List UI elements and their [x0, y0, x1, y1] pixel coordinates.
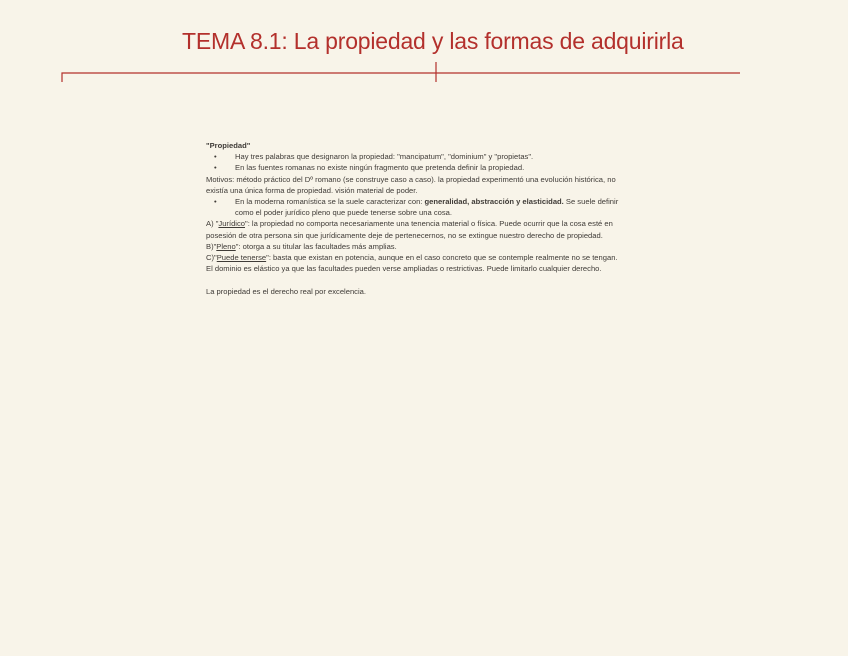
bullet-text-end: Se suele definir como el poder jurídico pleno que puede tenerse sobre una cosa.: [235, 197, 619, 218]
bullet-text: [235, 197, 618, 217]
paragraph-c: [206, 252, 626, 274]
spacer: [206, 274, 626, 286]
paragraph-a-prefix: A) ": [206, 219, 219, 229]
paragraph-c-term: Puede tenerse: [216, 253, 267, 263]
paragraph-c-text: ": basta que existan en potencia, aunque en el caso concreto que se contemple realmente no se tengan. El dominio es elástico ya que las facultades pueden verse ampliadas o restrictivas. Puede limitarlo cualquier derecho.: [206, 253, 618, 274]
conclusion-paragraph: La propiedad es el derecho real por excelencia.: [206, 287, 366, 297]
page-title: TEMA 8.1: La propiedad y las formas de adquirirla: [182, 28, 684, 54]
bullet-item: [206, 151, 626, 162]
paragraph-a-text: ": la propiedad no comporta necesariamente una tenencia material o física. Puede ocurrir que la cosa esté en posesión de otra persona sin que jurídicamente deje de pertenecernos, no se extingue nuestro derecho de propiedad.: [206, 219, 613, 240]
bullet-text-start: En la moderna romanística se la suele caracterizar con:: [235, 197, 425, 207]
title-underline-line: [62, 73, 740, 82]
paragraph-a: [206, 218, 626, 240]
section-heading: "Propiedad": [206, 141, 251, 150]
paragraph-b: [206, 241, 626, 252]
paragraph-c-prefix: C)": [206, 253, 217, 263]
bullet-text-bold: generalidad, abstracción y elasticidad.: [424, 197, 564, 207]
paragraph-b-text: ": otorga a su titular las facultades más amplias.: [235, 241, 397, 251]
bullet-dot: •: [214, 152, 217, 162]
bullet-item: [206, 162, 626, 173]
bullet-dot: •: [214, 197, 217, 207]
paragraph-b-term: Pleno: [216, 241, 236, 251]
bullet-text: En las fuentes romanas no existe ningún fragmento que pretenda definir la propiedad.: [235, 163, 525, 173]
bullet-text: Hay tres palabras que designaron la propiedad: "mancipatum", "dominium" y "propietas".: [235, 152, 534, 162]
title-underline: [0, 0, 848, 100]
document-body: [206, 140, 626, 298]
bullet-dot: •: [214, 163, 217, 173]
paragraph-b-prefix: B)": [206, 241, 217, 251]
paragraph-a-term: Jurídico: [218, 219, 245, 229]
bullet-item: [206, 196, 626, 218]
motivos-paragraph: Motivos: método práctico del Dº romano (se construye caso a caso). la propiedad experimentó una evolución histórica, no existía una única forma de propiedad. visión material de poder.: [206, 174, 616, 195]
